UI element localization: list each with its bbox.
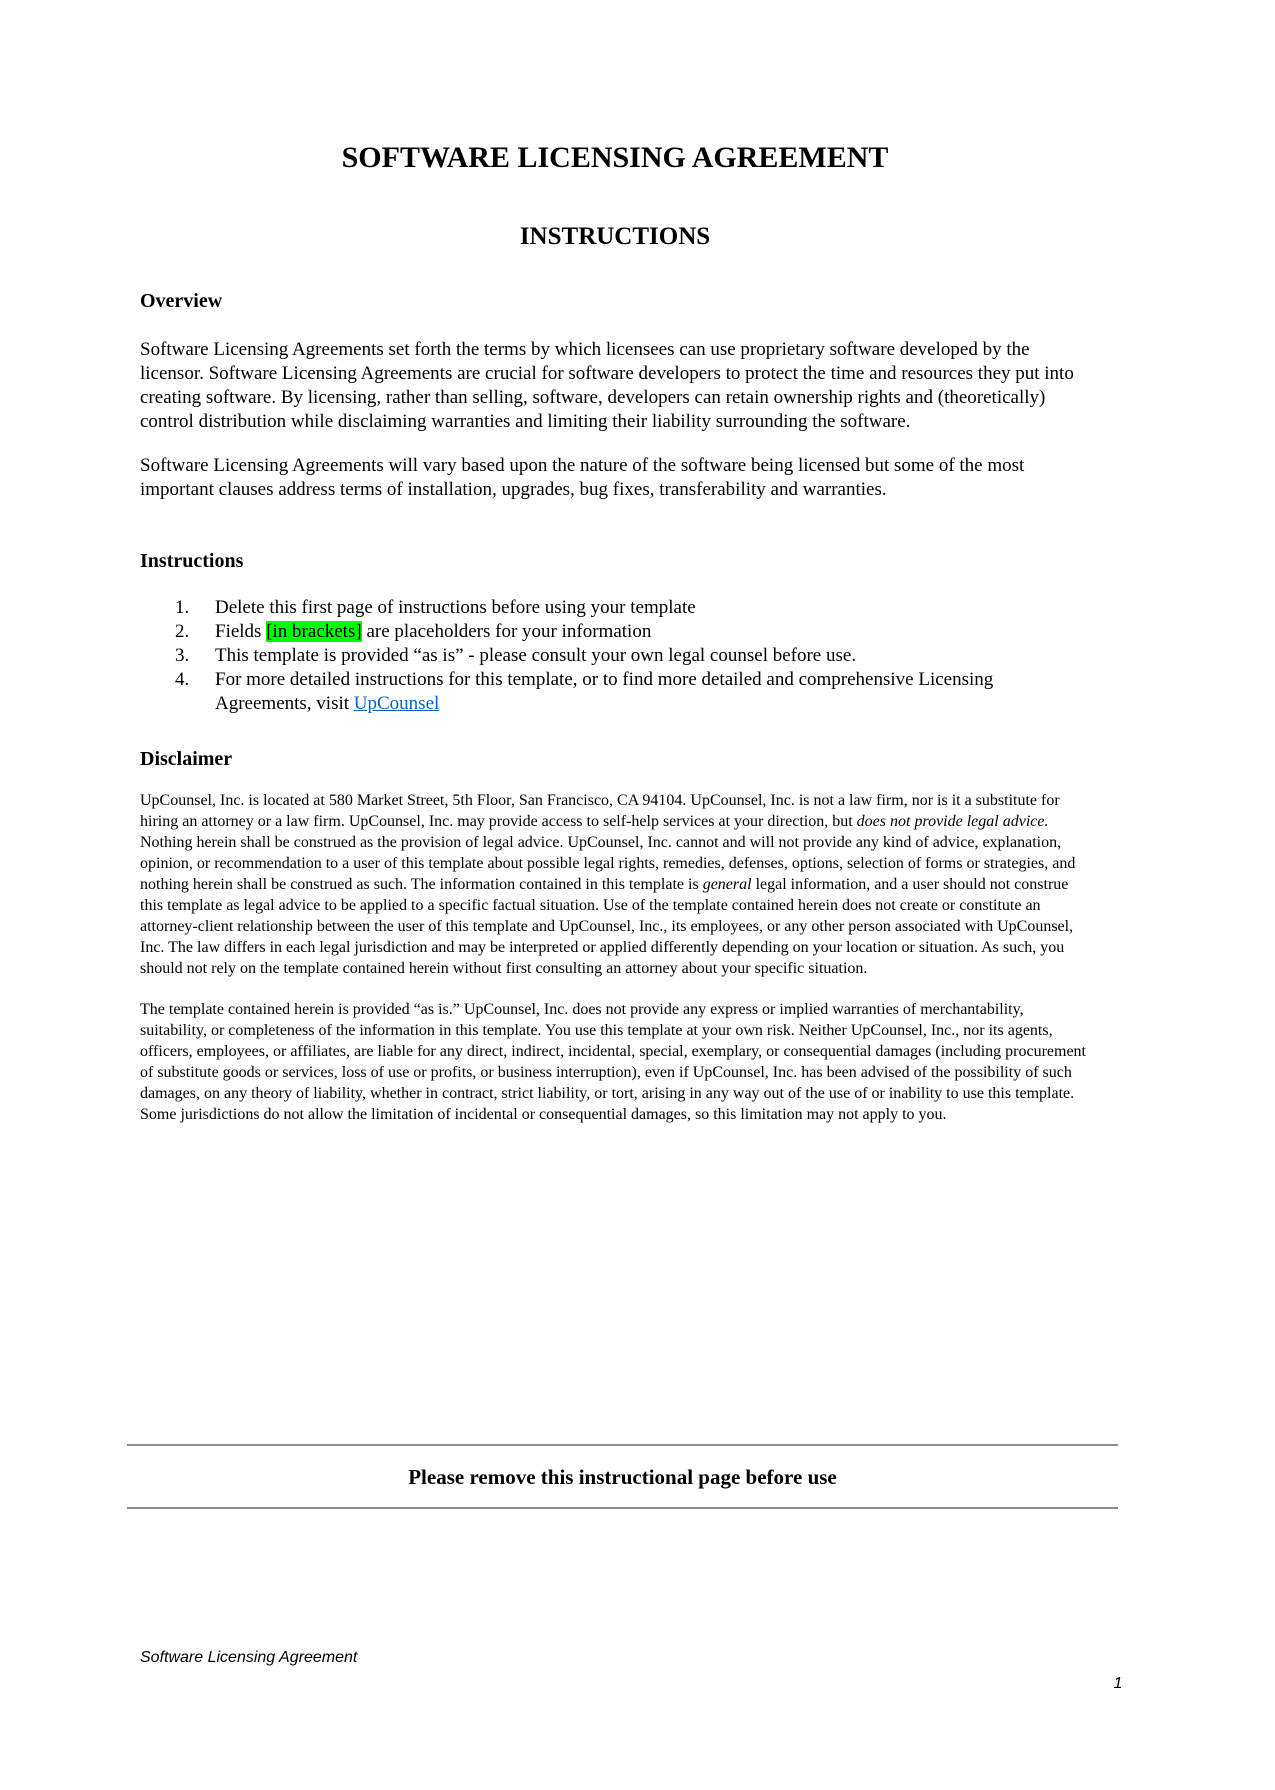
disclaimer-p1-part2: Nothing herein shall be construed as the provision of legal advice. UpCounsel, Inc. cannot and will not provide any kind of advice, explanation, opinion, or recommendation to a user of this template about possible legal rights, remedies, defenses, options, selection of forms or strategies, and nothing herein shall be construed as such. The information contained in this template is <box>140 834 1076 893</box>
removal-notice-block <box>127 1444 1118 1509</box>
disclaimer-p1-part3: legal information, and a user should not construe this template as legal advice to be applied to a specific factual situation. Use of the template contained herein does not create or constitute an attorney-client relationship between the user of this template and UpCounsel, Inc., its employees, or any other person associated with UpCounsel, Inc. The law differs in each legal jurisdiction and may be interpreted or applied differently depending on your location or situation. As such, you should not rely on the template contained herein without first consulting an attorney about your specific situation. <box>140 876 1074 977</box>
instruction-item-2-prefix: Fields <box>215 621 267 642</box>
footer-page-number: 1 <box>1113 1675 1123 1692</box>
instruction-item-3-text: This template is provided “as is” - please consult your own legal counsel before use. <box>215 645 857 666</box>
instruction-item-4 <box>140 668 1090 716</box>
removal-notice-text: Please remove this instructional page before use <box>408 1465 837 1489</box>
instruction-item-2-text <box>215 620 1090 644</box>
instruction-item-1-number: 1. <box>175 597 190 618</box>
disclaimer-p1-italic1: does not provide legal advice. <box>856 813 1049 830</box>
footer-document-name: Software Licensing Agreement <box>140 1649 358 1666</box>
disclaimer-paragraph-2: The template contained herein is provided “as is.” UpCounsel, Inc. does not provide any express or implied warranties of merchantability, suitability, or completeness of the information in this template. You use this template at your own risk. Neither UpCounsel, Inc., nor its agents, officers, employees, or affiliates, are liable for any direct, indirect, incidental, special, exemplary, or consequential damages (including procurement of substitute goods or services, loss of use or profits, or business interruption), even if UpCounsel, Inc. has been advised of the possibility of such damages, on any theory of liability, whether in contract, strict liability, or tort, arising in any way out of the use of or inability to use this template. Some jurisdictions do not allow the limitation of incidental or consequential damages, so this limitation may not apply to you. <box>140 1001 1086 1123</box>
notice-bottom-rule <box>127 1507 1118 1509</box>
disclaimer-heading: Disclaimer <box>140 748 233 770</box>
instruction-item-3 <box>140 644 1090 668</box>
disclaimer-paragraph-1 <box>140 790 1090 979</box>
instruction-item-2-suffix: are placeholders for your information <box>361 621 652 642</box>
instruction-item-1 <box>140 596 1090 620</box>
overview-paragraph-2: Software Licensing Agreements will vary based upon the nature of the software being licensed but some of the most important clauses address terms of installation, upgrades, bug fixes, transferability and warranties. <box>140 455 1025 500</box>
instructions-heading: Instructions <box>140 550 244 572</box>
instruction-item-2-number: 2. <box>175 621 190 642</box>
document-subtitle: INSTRUCTIONS <box>519 223 711 250</box>
notice-top-rule <box>127 1444 1118 1446</box>
instruction-item-3-number: 3. <box>175 645 190 666</box>
upcounsel-link[interactable]: UpCounsel <box>353 693 440 714</box>
document-title: SOFTWARE LICENSING AGREEMENT <box>341 141 889 174</box>
instruction-item-4-number: 4. <box>175 669 190 690</box>
instruction-item-2 <box>140 620 1090 644</box>
document-page <box>0 140 1275 1790</box>
overview-paragraph-1: Software Licensing Agreements set forth the terms by which licensees can use proprietary software developed by the licensor. Software Licensing Agreements are crucial for software developers to protect the time and resources they put into creating software. By licensing, rather than selling, software, developers can retain ownership rights and (theoretically) control distribution while disclaiming warranties and limiting their liability surrounding the software. <box>140 339 1074 432</box>
disclaimer-p1-part1: UpCounsel, Inc. is located at 580 Market Street, 5th Floor, San Francisco, CA 94104. UpCounsel, Inc. is not a law firm, nor is it a substitute for hiring an attorney or a law firm. UpCounsel, Inc. may provide access to self-help services at your direction, but <box>140 792 1060 830</box>
instruction-item-4-text <box>215 668 1090 716</box>
instruction-item-4-prefix: For more detailed instructions for this template, or to find more detailed and comprehensive Licensing Agreements, visit <box>215 669 994 714</box>
page-content <box>0 140 1275 1125</box>
instructions-list <box>140 596 1090 716</box>
instruction-item-1-text: Delete this first page of instructions before using your template <box>215 597 696 618</box>
brackets-placeholder-highlight: [in brackets] <box>266 621 362 642</box>
overview-heading: Overview <box>140 290 223 312</box>
disclaimer-p1-italic2: general <box>702 876 752 893</box>
